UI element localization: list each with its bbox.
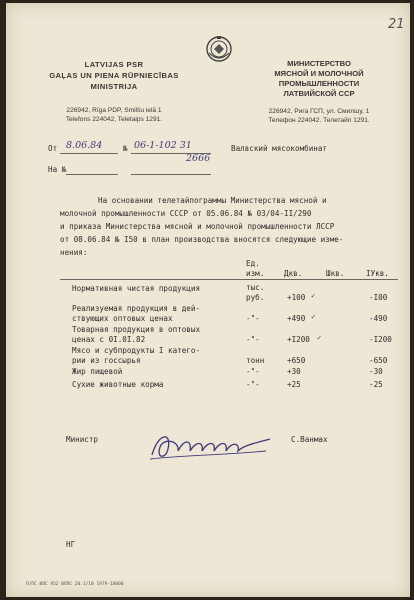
header-russian — [254, 59, 384, 125]
addressee: Валвский мясокомбинат — [231, 144, 328, 153]
check-mark-icon: ✓ — [311, 312, 316, 321]
header-latvian-line: MINISTRIJA — [90, 82, 138, 91]
header-russian-line: ЛАТВИЙСКОЙ ССР — [283, 89, 355, 98]
body-line: и приказа Министерства мясной и молочной промышленности ЛССР — [60, 222, 335, 231]
state-emblem-icon — [205, 35, 233, 63]
col-header-q4: IУкв. — [366, 269, 389, 278]
executor-initials: НГ — [66, 540, 76, 549]
table-cell-q2: +100 — [287, 293, 306, 302]
table-cell-q4: -650 — [369, 356, 388, 365]
number-label: № — [123, 144, 128, 153]
body-line: нения: — [60, 248, 88, 257]
from-date: 8.06.84 — [66, 140, 103, 151]
unit-header: Ед. — [246, 259, 260, 268]
table-row-label: рии из госсырья — [72, 356, 141, 365]
table-cell-q4: -30 — [369, 367, 383, 376]
header-russian-phone: Телефон 224042. Телетайп 1291. — [268, 117, 370, 124]
table-cell-q2: +650 — [287, 356, 306, 365]
header-russian-line: МЯСНОЙ И МОЛОЧНОЙ — [274, 69, 364, 78]
header-latvian-line: LATVIJAS PSR — [84, 60, 144, 69]
from-label: От — [48, 144, 58, 153]
table-row-unit: тыс. — [246, 283, 265, 292]
table-row-label: Товарная продукция в оптовых — [72, 325, 201, 334]
table-cell-q2: +30 — [287, 367, 301, 376]
handwritten-signature — [146, 425, 276, 465]
header-russian-address: 226942, Рига ГСП, ул. Смилшу, 1 — [268, 108, 370, 115]
table-cell-q2: +I200 — [287, 335, 310, 344]
table-cell-q2: +490 — [287, 314, 306, 323]
table-row-unit: -"- — [246, 380, 260, 389]
page-number: 21 — [388, 17, 405, 32]
print-code: П/ПС ИЛС 952 ВЛПС 20.1/10 1979-10000 — [26, 582, 124, 587]
table-row-unit: -"- — [246, 335, 260, 344]
table-row-unit: тонн — [246, 356, 265, 365]
col-header-q2: Дкв. — [284, 269, 303, 278]
signatory-role: Министр — [66, 435, 99, 444]
document-page — [6, 3, 410, 597]
table-cell-q2: +25 — [287, 380, 301, 389]
outgoing-number: 06-1-102 31 — [134, 140, 192, 151]
body-line: от 08.06.84 № I50 в план производства вносятся следующие изме- — [60, 235, 344, 244]
table-cell-q4: -I00 — [369, 293, 388, 302]
table-row-label: ствующих оптовых ценах — [72, 314, 173, 323]
header-russian-line: ПРОМЫШЛЕННОСТИ — [278, 79, 360, 88]
table-cell-q4: -I200 — [369, 335, 392, 344]
unit-header: изм. — [246, 269, 265, 278]
outgoing-number-extra: 2666 — [186, 153, 211, 164]
table-cell-q4: -25 — [369, 380, 383, 389]
check-mark-icon: ✓ — [311, 291, 316, 300]
header-latvian — [44, 59, 184, 124]
header-latvian-address: 226942, Rīga PDP, Smilšu ielā 1 — [66, 107, 162, 114]
table-row-unit: -"- — [246, 314, 260, 323]
col-header-q3: Шкв. — [326, 269, 345, 278]
signatory-name: С.Ванмах — [291, 435, 328, 444]
table-row-label: Нормативная чистая продукция — [72, 284, 201, 293]
body-line: На основании телетайпограммы Министерства мясной и — [98, 196, 327, 205]
table-row-label: Сухие животные корма — [72, 380, 164, 389]
header-latvian-line: GAĻAS UN PIENA RŪPNIECĪBAS — [49, 71, 179, 80]
check-mark-icon: ✓ — [317, 333, 322, 342]
table-cell-q4: -490 — [369, 314, 388, 323]
table-row-label: Мясо и субпродукты I катего- — [72, 346, 201, 355]
table-row-label: Реализуемая продукция в дей- — [72, 304, 201, 313]
header-russian-line: МИНИСТЕРСТВО — [287, 59, 351, 68]
table-row-unit: -"- — [246, 367, 260, 376]
header-latvian-phone: Telefons 224042, Teletaips 1291. — [65, 116, 163, 123]
table-row-label: ценах с 0I.0I.82 — [72, 335, 146, 344]
table-row-label: Жир пищевой — [72, 367, 123, 376]
table-row-unit: руб. — [246, 293, 265, 302]
reference-label: На № — [48, 165, 67, 174]
body-line: молочной промышленности СССР от 05.06.84 № 03/04-II/290 — [60, 209, 312, 218]
